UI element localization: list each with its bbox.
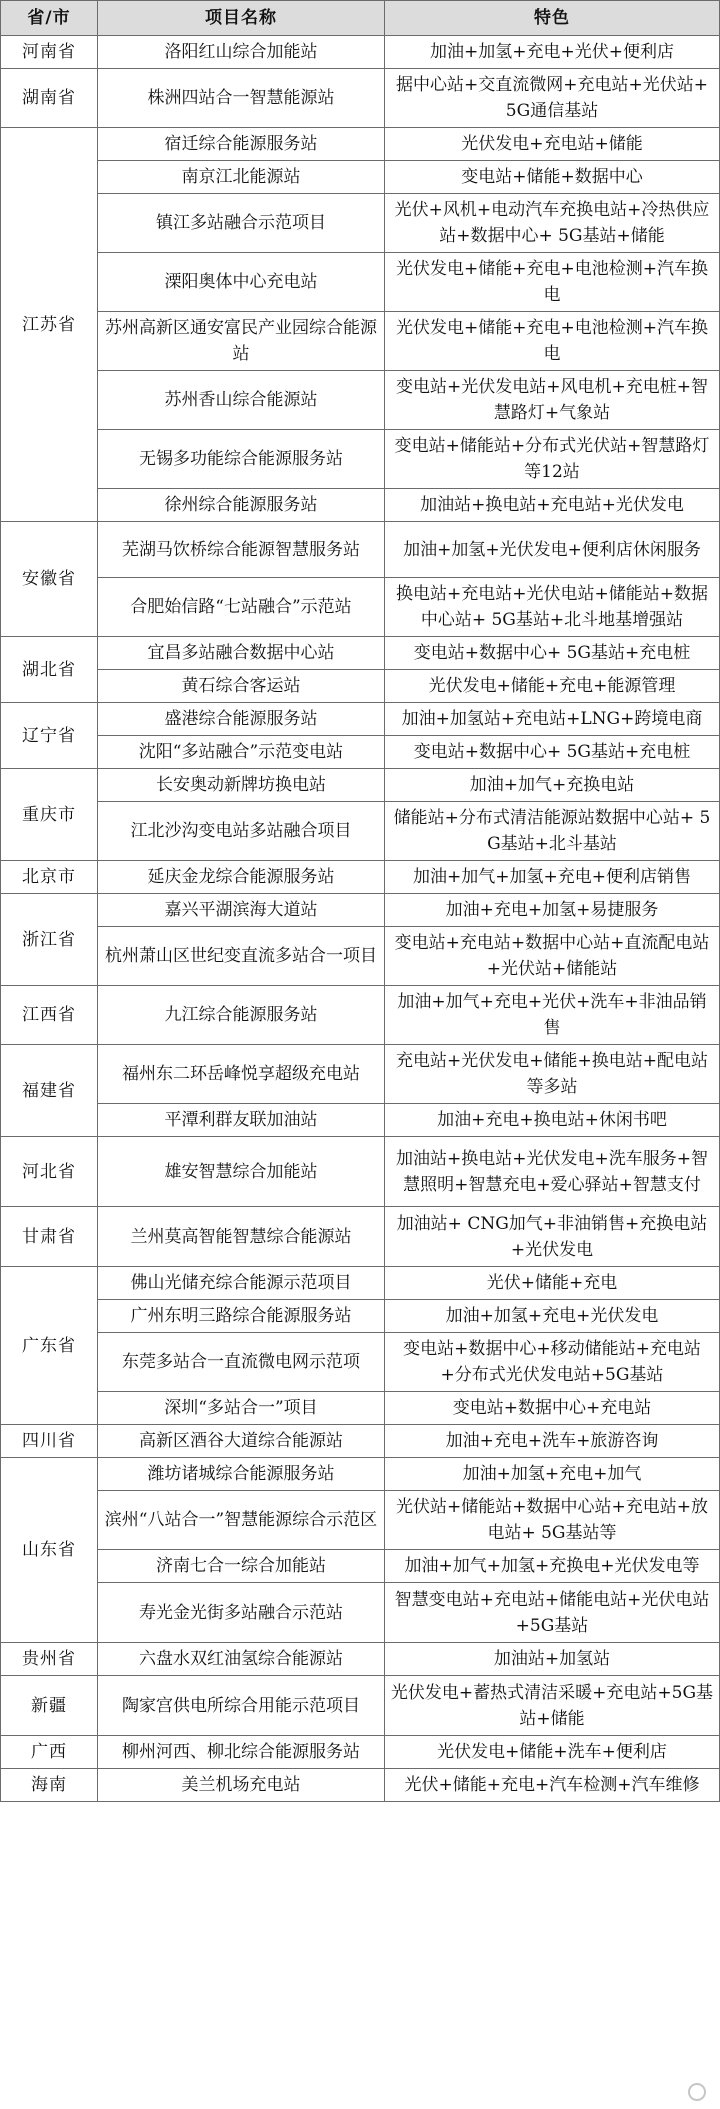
project-name-cell: 高新区酒谷大道综合能源站: [98, 1425, 385, 1458]
project-name-cell: 苏州高新区通安富民产业园综合能源站: [98, 312, 385, 371]
table-row: [1, 1458, 720, 1491]
table-row: [1, 36, 720, 69]
project-name-cell: 无锡多功能综合能源服务站: [98, 430, 385, 489]
project-name-cell: 美兰机场充电站: [98, 1769, 385, 1802]
feature-cell: 加油+加氢+充电+光伏+便利店: [385, 36, 720, 69]
feature-cell: 变电站+数据中心+移动储能站+充电站+分布式光伏发电站+5G基站: [385, 1333, 720, 1392]
table-row: [1, 1207, 720, 1267]
table-row: [1, 927, 720, 986]
table-row: [1, 1425, 720, 1458]
project-name-cell: 嘉兴平湖滨海大道站: [98, 894, 385, 927]
feature-cell: 光伏发电+储能+充电+能源管理: [385, 670, 720, 703]
table-row: [1, 1550, 720, 1583]
table-row: [1, 894, 720, 927]
table-row: [1, 1392, 720, 1425]
table-row: [1, 161, 720, 194]
watermark-logo-icon: [688, 2083, 706, 2101]
province-cell: 辽宁省: [1, 703, 98, 769]
project-name-cell: 江北沙沟变电站多站融合项目: [98, 802, 385, 861]
table-row: [1, 1267, 720, 1300]
project-name-cell: 福州东二环岳峰悦享超级充电站: [98, 1045, 385, 1104]
feature-cell: 智慧变电站+充电站+储能电站+光伏电站+5G基站: [385, 1583, 720, 1643]
table-row: [1, 637, 720, 670]
feature-cell: 加油+加氢站+充电站+LNG+跨境电商: [385, 703, 720, 736]
project-name-cell: 溧阳奥体中心充电站: [98, 253, 385, 312]
project-name-cell: 长安奥动新牌坊换电站: [98, 769, 385, 802]
project-name-cell: 延庆金龙综合能源服务站: [98, 861, 385, 894]
feature-cell: 变电站+充电站+数据中心站+直流配电站+光伏站+储能站: [385, 927, 720, 986]
province-cell: 湖北省: [1, 637, 98, 703]
table-row: [1, 802, 720, 861]
header-province: 省/市: [1, 1, 98, 36]
project-name-cell: 洛阳红山综合加能站: [98, 36, 385, 69]
project-name-cell: 佛山光储充综合能源示范项目: [98, 1267, 385, 1300]
feature-cell: 变电站+数据中心+ 5G基站+充电桩: [385, 736, 720, 769]
province-cell: 海南: [1, 1769, 98, 1802]
province-cell: 浙江省: [1, 894, 98, 986]
table-row: [1, 736, 720, 769]
province-cell: 广西: [1, 1736, 98, 1769]
feature-cell: 光伏发电+储能+洗车+便利店: [385, 1736, 720, 1769]
province-cell: 贵州省: [1, 1643, 98, 1676]
feature-cell: 加油+加氢+充电+光伏发电: [385, 1300, 720, 1333]
project-name-cell: 合肥始信路“七站融合”示范站: [98, 578, 385, 637]
feature-cell: 加油+充电+加氢+易捷服务: [385, 894, 720, 927]
table-row: [1, 1300, 720, 1333]
province-cell: 新疆: [1, 1676, 98, 1736]
feature-cell: 变电站+数据中心+充电站: [385, 1392, 720, 1425]
table-row: [1, 1104, 720, 1137]
project-name-cell: 苏州香山综合能源站: [98, 371, 385, 430]
feature-cell: 变电站+光伏发电站+风电机+充电桩+智慧路灯+气象站: [385, 371, 720, 430]
table-row: [1, 986, 720, 1045]
project-name-cell: 盛港综合能源服务站: [98, 703, 385, 736]
project-name-cell: 雄安智慧综合加能站: [98, 1137, 385, 1207]
feature-cell: 光伏发电+储能+充电+电池检测+汽车换电: [385, 312, 720, 371]
table-row: [1, 522, 720, 578]
watermark: [688, 2083, 706, 2101]
project-name-cell: 杭州萧山区世纪变直流多站合一项目: [98, 927, 385, 986]
project-name-cell: 宿迁综合能源服务站: [98, 128, 385, 161]
feature-cell: 光伏+风机+电动汽车充换电站+冷热供应站+数据中心+ 5G基站+储能: [385, 194, 720, 253]
table-row: [1, 128, 720, 161]
province-cell: 广东省: [1, 1267, 98, 1425]
feature-cell: 加油+充电+洗车+旅游咨询: [385, 1425, 720, 1458]
project-name-cell: 寿光金光街多站融合示范站: [98, 1583, 385, 1643]
province-cell: 河北省: [1, 1137, 98, 1207]
table-row: [1, 253, 720, 312]
table-row: [1, 769, 720, 802]
project-name-cell: 潍坊诸城综合能源服务站: [98, 1458, 385, 1491]
province-cell: 江西省: [1, 986, 98, 1045]
feature-cell: 加油+加气+充换电站: [385, 769, 720, 802]
feature-cell: 光伏发电+蓄热式清洁采暖+充电站+5G基站+储能: [385, 1676, 720, 1736]
table-row: [1, 489, 720, 522]
project-name-cell: 柳州河西、柳北综合能源服务站: [98, 1736, 385, 1769]
header-name: 项目名称: [98, 1, 385, 36]
table-row: [1, 1137, 720, 1207]
feature-cell: 变电站+储能+数据中心: [385, 161, 720, 194]
project-name-cell: 芜湖马饮桥综合能源智慧服务站: [98, 522, 385, 578]
table-row: [1, 1491, 720, 1550]
project-name-cell: 广州东明三路综合能源服务站: [98, 1300, 385, 1333]
project-name-cell: 黄石综合客运站: [98, 670, 385, 703]
table-row: [1, 1333, 720, 1392]
province-cell: 山东省: [1, 1458, 98, 1643]
table-row: [1, 1736, 720, 1769]
project-name-cell: 滨州“八站合一”智慧能源综合示范区: [98, 1491, 385, 1550]
feature-cell: 光伏站+储能站+数据中心站+充电站+放电站+ 5G基站等: [385, 1491, 720, 1550]
feature-cell: 加油站+换电站+光伏发电+洗车服务+智慧照明+智慧充电+爱心驿站+智慧支付: [385, 1137, 720, 1207]
province-cell: 河南省: [1, 36, 98, 69]
feature-cell: 加油站+换电站+充电站+光伏发电: [385, 489, 720, 522]
table-row: [1, 1583, 720, 1643]
feature-cell: 加油站+加氢站: [385, 1643, 720, 1676]
table-row: [1, 194, 720, 253]
project-name-cell: 东莞多站合一直流微电网示范项: [98, 1333, 385, 1392]
feature-cell: 充电站+光伏发电+储能+换电站+配电站等多站: [385, 1045, 720, 1104]
feature-cell: 加油+加氢+充电+加气: [385, 1458, 720, 1491]
province-cell: 四川省: [1, 1425, 98, 1458]
table-row: [1, 312, 720, 371]
feature-cell: 变电站+数据中心+ 5G基站+充电桩: [385, 637, 720, 670]
table-row: [1, 1676, 720, 1736]
province-cell: 甘肃省: [1, 1207, 98, 1267]
table-row: [1, 1643, 720, 1676]
table-body: [1, 36, 720, 1802]
feature-cell: 变电站+储能站+分布式光伏站+智慧路灯等12站: [385, 430, 720, 489]
project-name-cell: 济南七合一综合加能站: [98, 1550, 385, 1583]
project-name-cell: 宜昌多站融合数据中心站: [98, 637, 385, 670]
table-row: [1, 861, 720, 894]
feature-cell: 光伏+储能+充电+汽车检测+汽车维修: [385, 1769, 720, 1802]
feature-cell: 加油+加气+加氢+充换电+光伏发电等: [385, 1550, 720, 1583]
project-name-cell: 六盘水双红油氢综合能源站: [98, 1643, 385, 1676]
table-row: [1, 703, 720, 736]
feature-cell: 加油+加氢+光伏发电+便利店休闲服务: [385, 522, 720, 578]
header-feature: 特色: [385, 1, 720, 36]
province-cell: 北京市: [1, 861, 98, 894]
project-name-cell: 南京江北能源站: [98, 161, 385, 194]
project-name-cell: 平潭利群友联加油站: [98, 1104, 385, 1137]
province-cell: 江苏省: [1, 128, 98, 522]
table-row: [1, 69, 720, 128]
project-name-cell: 徐州综合能源服务站: [98, 489, 385, 522]
table-row: [1, 578, 720, 637]
feature-cell: 光伏+储能+充电: [385, 1267, 720, 1300]
table-row: [1, 1045, 720, 1104]
feature-cell: 换电站+充电站+光伏电站+储能站+数据中心站+ 5G基站+北斗地基增强站: [385, 578, 720, 637]
table-row: [1, 371, 720, 430]
feature-cell: 储能站+分布式清洁能源站数据中心站+ 5G基站+北斗基站: [385, 802, 720, 861]
feature-cell: 据中心站+交直流微网+充电站+光伏站+ 5G通信基站: [385, 69, 720, 128]
table-row: [1, 670, 720, 703]
project-name-cell: 兰州莫高智能智慧综合能源站: [98, 1207, 385, 1267]
project-name-cell: 深圳“多站合一”项目: [98, 1392, 385, 1425]
feature-cell: 加油+充电+换电站+休闲书吧: [385, 1104, 720, 1137]
table-row: [1, 1769, 720, 1802]
header-row: [1, 1, 720, 36]
project-name-cell: 镇江多站融合示范项目: [98, 194, 385, 253]
project-name-cell: 株洲四站合一智慧能源站: [98, 69, 385, 128]
province-cell: 安徽省: [1, 522, 98, 637]
feature-cell: 光伏发电+储能+充电+电池检测+汽车换电: [385, 253, 720, 312]
feature-cell: 加油站+ CNG加气+非油销售+充换电站+光伏发电: [385, 1207, 720, 1267]
project-name-cell: 九江综合能源服务站: [98, 986, 385, 1045]
feature-cell: 光伏发电+充电站+储能: [385, 128, 720, 161]
feature-cell: 加油+加气+充电+光伏+洗车+非油品销售: [385, 986, 720, 1045]
province-cell: 湖南省: [1, 69, 98, 128]
table-row: [1, 430, 720, 489]
province-cell: 福建省: [1, 1045, 98, 1137]
feature-cell: 加油+加气+加氢+充电+便利店销售: [385, 861, 720, 894]
project-name-cell: 陶家宫供电所综合用能示范项目: [98, 1676, 385, 1736]
project-name-cell: 沈阳“多站融合”示范变电站: [98, 736, 385, 769]
province-cell: 重庆市: [1, 769, 98, 861]
